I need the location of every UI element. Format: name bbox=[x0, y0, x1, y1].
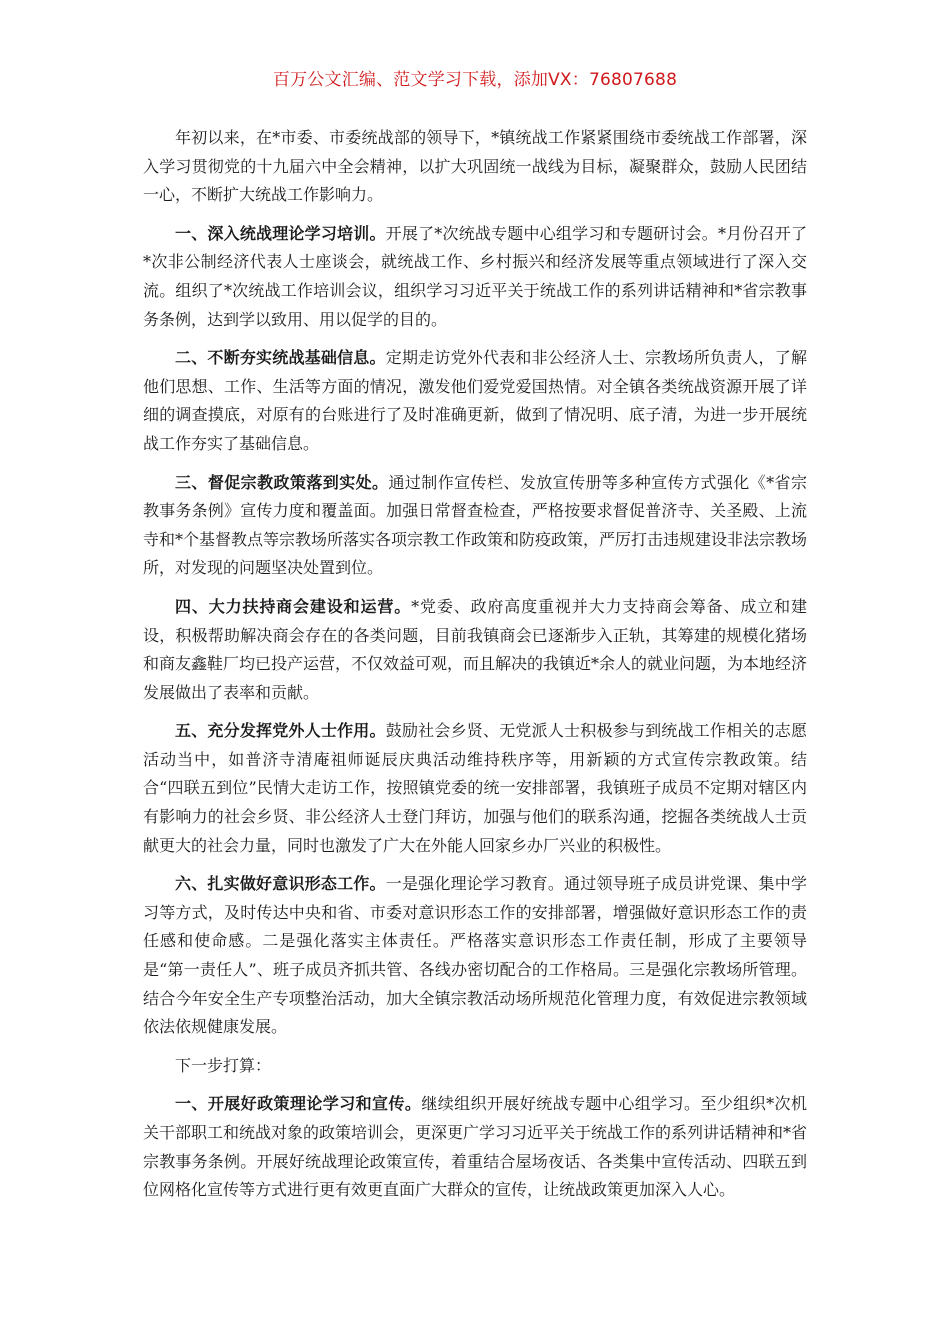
next-step-paragraph-1 bbox=[143, 1090, 807, 1204]
section-body-5: 鼓励社会乡贤、无党派人士积极参与到统战工作相关的志愿活动当中，如普济寺清庵祖师诞辰庆典活动维持秩序等，用新颖的方式宣传宗教政策。结合“四联五到位”民情大走访工作，按照镇党委的统一安排部署，我镇班子成员不定期对辖区内有影响力的社会乡贤、非公经济人士登门拜访，加强与他们的联系沟通，挖掘各类统战人士贡献更大的社会力量，同时也激发了广大在外能人回家乡办厂兴业的积极性。 bbox=[143, 721, 807, 855]
section-heading-1: 一、深入统战理论学习培训。 bbox=[175, 223, 386, 243]
section-body-1: 开展了*次统战专题中心组学习和专题研讨会。*月份召开了*次非公制经济代表人士座谈会，就统战工作、乡村振兴和经济发展等重点领域进行了深入交流。组织了*次统战工作培训会议，组织学习习近平关于统战工作的系列讲话精神和*省宗教事务条例，达到学以致用、用以促学的目的。 bbox=[143, 223, 807, 329]
section-body-4: *党委、政府高度重视并大力支持商会筹备、成立和建设，积极帮助解决商会存在的各类问题，目前我镇商会已逐渐步入正轨，其筹建的规模化猪场和商友鑫鞋厂均已投产运营，不仅效益可观，而且解决的我镇近*余人的就业问题，为本地经济发展做出了表率和贡献。 bbox=[143, 596, 808, 702]
section-body-2: 定期走访党外代表和非公经济人士、宗教场所负责人，了解他们思想、工作、生活等方面的情况，激发他们爱党爱国热情。对全镇各类统战资源开展了详细的调查摸底，对原有的台账进行了及时准确更新，做到了情况明、底子清，为进一步开展统战工作夯实了基础信息。 bbox=[143, 348, 807, 453]
section-paragraph-2 bbox=[143, 344, 807, 458]
section-body-3: 通过制作宣传栏、发放宣传册等多种宣传方式强化《*省宗教事务条例》宣传力度和覆盖面。加强日常督查检查，严格按要求督促普济寺、关圣殿、上流寺和*个基督教点等宗教场所落实各项宗教工作政策和防疫政策，严厉打击违规建设非法宗教场所，对发现的问题坚决处置到位。 bbox=[143, 472, 808, 578]
section-paragraph-6 bbox=[143, 870, 807, 1042]
section-heading-5: 五、充分发挥党外人士作用。 bbox=[175, 721, 386, 741]
section-paragraph-4 bbox=[143, 593, 807, 707]
section-heading-2: 二、不断夯实统战基础信息。 bbox=[175, 348, 386, 368]
next-steps-label: 下一步打算： bbox=[175, 1055, 272, 1075]
section-heading-4: 四、大力扶持商会建设和运营。 bbox=[175, 596, 412, 616]
section-heading-6: 六、扎实做好意识形态工作。 bbox=[175, 874, 386, 894]
next-step-heading-1: 一、开展好政策理论学习和宣传。 bbox=[175, 1094, 422, 1114]
next-step-body-1: 继续组织开展好统战专题中心组学习。至少组织*次机关干部职工和统战对象的政策培训会，更深更广学习习近平关于统战工作的系列讲话精神和*省宗教事务条例。开展好统战理论政策宣传，着重结合屋场夜话、各类集中宣传活动、四联五到位网格化宣传等方式进行更有效更直面广大群众的宣传，让统战政策更加深入人心。 bbox=[143, 1094, 808, 1200]
section-paragraph-5 bbox=[143, 717, 807, 860]
header-banner: 百万公文汇编、范文学习下载，添加VX：76807688 bbox=[272, 70, 678, 90]
intro-paragraph: 年初以来，在*市委、市委统战部的领导下，*镇统战工作紧紧围绕市委统战工作部署，深入学习贯彻党的十九届六中全会精神，以扩大巩固统一战线为目标，凝聚群众，鼓励人民团结一心，不断扩大统战工作影响力。 bbox=[143, 128, 807, 205]
section-heading-3: 三、督促宗教政策落到实处。 bbox=[175, 472, 389, 492]
document-page bbox=[143, 66, 807, 1215]
section-body-6: 一是强化理论学习教育。通过领导班子成员讲党课、集中学习等方式，及时传达中央和省、市委对意识形态工作的安排部署，增强做好意识形态工作的责任感和使命感。二是强化落实主体责任。严格落实意识形态工作责任制，形成了主要领导是“第一责任人”、班子成员齐抓共管、各线办密切配合的工作格局。三是强化宗教场所管理。结合今年安全生产专项整治活动，加大全镇宗教活动场所规范化管理力度，有效促进宗教领域依法依规健康发展。 bbox=[143, 874, 807, 1037]
section-paragraph-1 bbox=[143, 220, 807, 334]
section-paragraph-3 bbox=[143, 469, 807, 583]
